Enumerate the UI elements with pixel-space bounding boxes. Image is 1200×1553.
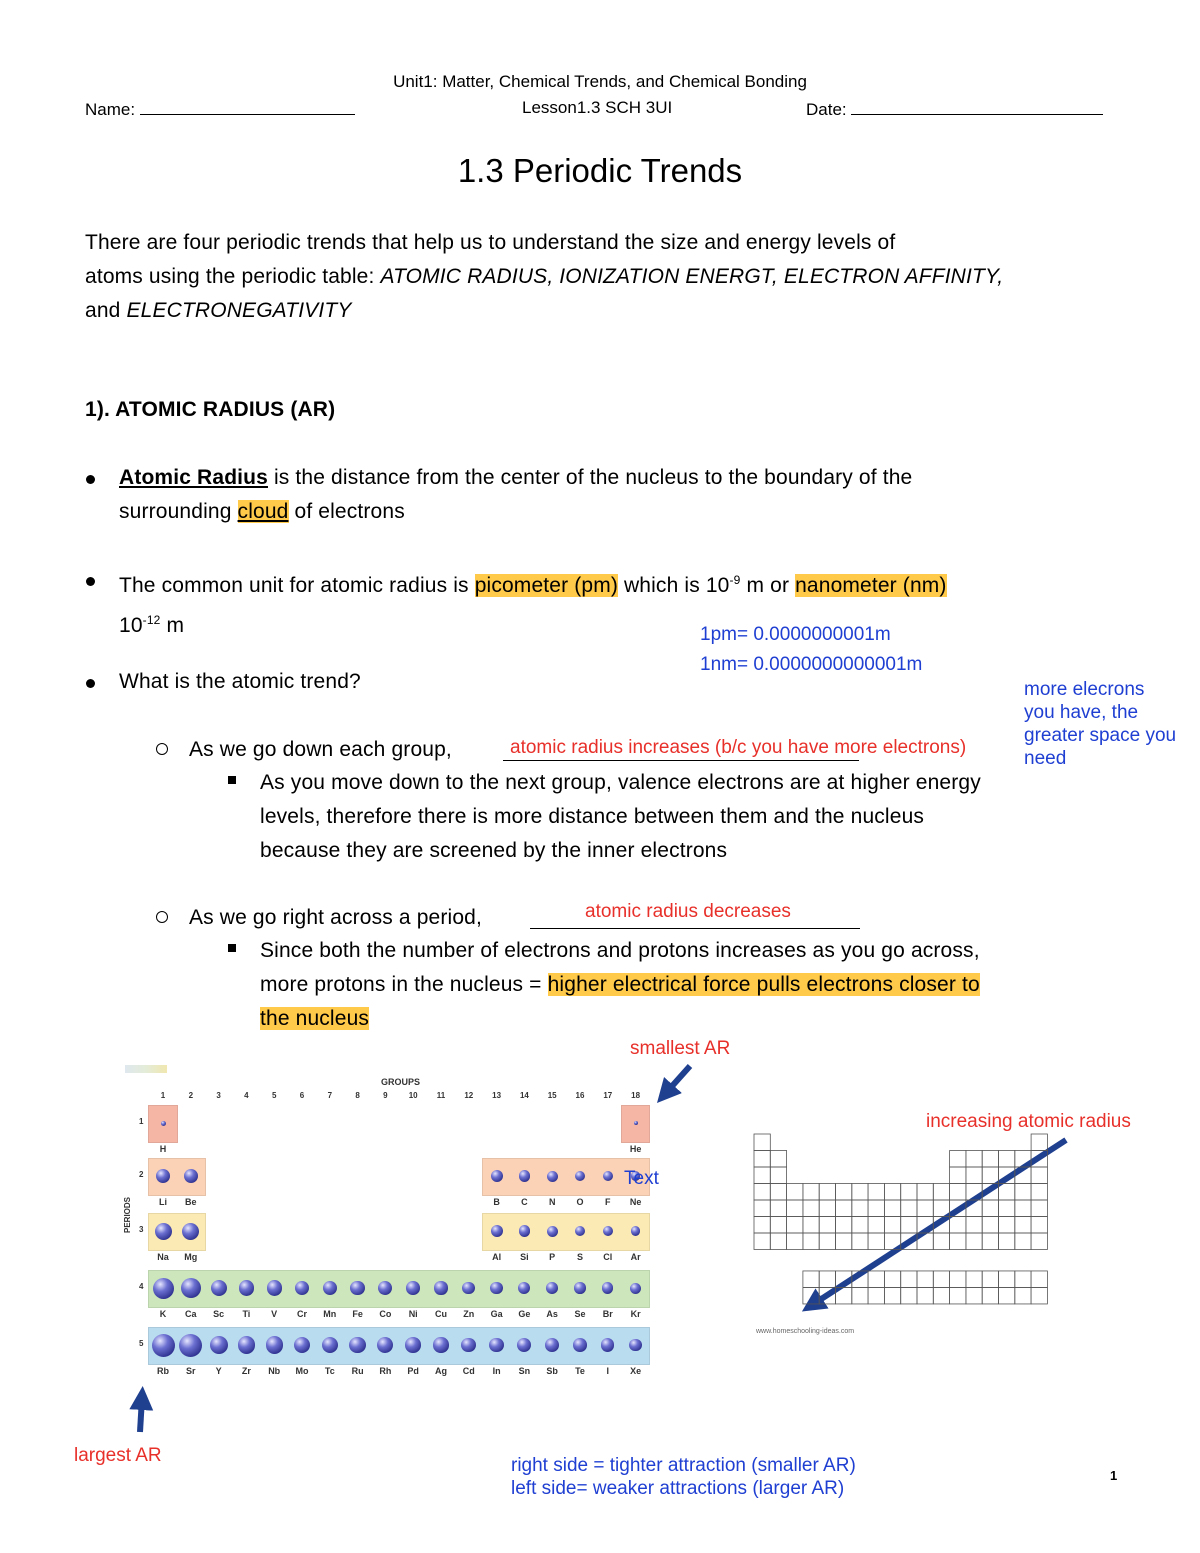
grid-cell — [852, 1233, 868, 1250]
grid-cell — [982, 1217, 998, 1234]
grid-cell — [999, 1200, 1015, 1217]
page-title: 1.3 Periodic Trends — [457, 152, 743, 189]
grid-cell — [950, 1167, 966, 1184]
grid-cell — [1031, 1184, 1047, 1201]
grid-cell — [982, 1233, 998, 1250]
bullet-trend-question: What is the atomic trend? — [119, 670, 361, 693]
element-symbol: Ag — [435, 1366, 447, 1376]
group-number: 12 — [464, 1091, 474, 1100]
grid-cell — [868, 1217, 884, 1234]
grid-cell — [950, 1287, 966, 1304]
section-heading: 1). ATOMIC RADIUS (AR) — [85, 398, 336, 421]
element-symbol: Sr — [186, 1366, 196, 1376]
grid-cell — [999, 1271, 1015, 1288]
grid-cell — [966, 1233, 982, 1250]
grid-cell — [819, 1184, 835, 1201]
element-symbol: Tc — [324, 1366, 335, 1376]
element-symbol: K — [159, 1309, 167, 1319]
element-symbol: H — [159, 1144, 167, 1154]
grid-cell — [868, 1287, 884, 1304]
grid-cell — [852, 1200, 868, 1217]
grid-cell — [966, 1151, 982, 1168]
grid-cell — [770, 1217, 786, 1234]
nanometer-highlight: nanometer (nm) — [795, 574, 947, 597]
group-number: 4 — [244, 1091, 249, 1100]
grid-cell — [754, 1151, 770, 1168]
grid-cell — [933, 1184, 949, 1201]
grid-cell — [884, 1200, 900, 1217]
grid-cell — [1031, 1233, 1047, 1250]
element-symbol: C — [521, 1197, 528, 1207]
grid-cell — [770, 1200, 786, 1217]
element-symbol: Cr — [296, 1309, 307, 1319]
element-symbol: Si — [520, 1252, 529, 1262]
element-symbol: Na — [157, 1252, 169, 1262]
grid-cell — [819, 1233, 835, 1250]
element-symbol: Sn — [518, 1366, 531, 1376]
grid-cell — [803, 1200, 819, 1217]
grid-cell — [868, 1271, 884, 1288]
grid-cell — [754, 1200, 770, 1217]
group-number: 3 — [216, 1091, 221, 1100]
name-label: Name: — [85, 100, 136, 119]
down-group-explanation: As you move down to the next group, valence electrons are at higher energy levels, therefore there is more distance between them and the nucleus because they are screened by the inner electrons — [260, 771, 981, 862]
element-symbol: Al — [492, 1252, 502, 1262]
grid-cell — [966, 1184, 982, 1201]
grid-cell — [803, 1233, 819, 1250]
bullet-definition: Atomic Radius is the distance from the center of the nucleus to the boundary of the surrounding cloud of electrons — [119, 466, 913, 523]
increasing-ar-label: increasing atomic radius — [926, 1111, 1131, 1132]
element-symbol: Br — [602, 1309, 613, 1319]
grid-credit: www.homeschooling-ideas.com — [756, 1328, 855, 1335]
text-box-label: Text — [624, 1168, 659, 1189]
period-number: 5 — [139, 1339, 144, 1348]
picometer-highlight: picometer (pm) — [474, 574, 618, 597]
grid-cell — [884, 1287, 900, 1304]
element-symbol: Co — [379, 1309, 392, 1319]
grid-cell — [770, 1184, 786, 1201]
element-symbol: Ga — [490, 1309, 503, 1319]
smallest-arrow — [665, 1066, 690, 1094]
grid-cell — [787, 1200, 803, 1217]
grid-cell — [754, 1167, 770, 1184]
across-period-explanation: Since both the number of electrons and protons increases as you go across, more protons in the nucleus = higher electrical force pulls electrons closer to the nucleus — [260, 939, 980, 1030]
grid-cell — [819, 1271, 835, 1288]
group-number: 17 — [603, 1091, 613, 1100]
element-symbol: F — [605, 1197, 611, 1207]
grid-cell — [868, 1184, 884, 1201]
grid-cell — [803, 1271, 819, 1288]
element-symbol: Zn — [463, 1309, 475, 1319]
element-symbol: Se — [574, 1309, 586, 1319]
period-number: 1 — [139, 1117, 144, 1126]
grid-cell — [868, 1200, 884, 1217]
fill-answer-down: atomic radius increases (b/c you have more electrons) — [510, 737, 967, 758]
grid-cell — [836, 1271, 852, 1288]
grid-cell — [852, 1271, 868, 1288]
element-symbol: Sb — [546, 1366, 558, 1376]
nucleus-highlight: the nucleus — [260, 1007, 370, 1030]
grid-cell — [836, 1233, 852, 1250]
grid-cell — [999, 1167, 1015, 1184]
grid-cell — [852, 1217, 868, 1234]
grid-cell — [1015, 1287, 1031, 1304]
group-number: 15 — [547, 1091, 557, 1100]
grid-cell — [836, 1217, 852, 1234]
element-symbol: Mo — [295, 1366, 309, 1376]
element-symbol: V — [271, 1309, 278, 1319]
grid-cell — [917, 1217, 933, 1234]
nm-conversion-note: 1nm= 0.0000000000001m — [700, 654, 923, 675]
element-symbol: Fe — [352, 1309, 363, 1319]
grid-cell — [803, 1184, 819, 1201]
grid-cell — [1015, 1200, 1031, 1217]
grid-cell — [982, 1167, 998, 1184]
group-number: 9 — [383, 1091, 388, 1100]
grid-cell — [770, 1167, 786, 1184]
element-symbol: Xe — [630, 1366, 642, 1376]
grid-cell — [901, 1200, 917, 1217]
intro-line-2: atoms using the periodic table: ATOMIC RADIUS, IONIZATION ENERGT, ELECTRON AFFINITY, — [85, 265, 1004, 288]
grid-cell — [819, 1200, 835, 1217]
grid-cell — [950, 1233, 966, 1250]
group-number: 2 — [188, 1091, 194, 1100]
element-symbol: S — [576, 1252, 583, 1262]
grid-cell — [1015, 1151, 1031, 1168]
element-symbol: Y — [215, 1366, 222, 1376]
grid-cell — [950, 1271, 966, 1288]
intro-line-3: and ELECTRONEGATIVITY — [85, 299, 352, 322]
grid-cell — [917, 1184, 933, 1201]
grid-cell — [884, 1233, 900, 1250]
period-number: 3 — [139, 1225, 144, 1234]
element-symbol: As — [546, 1309, 558, 1319]
grid-cell — [754, 1134, 770, 1151]
grid-cell — [917, 1200, 933, 1217]
grid-cell — [836, 1200, 852, 1217]
date-label: Date: — [806, 100, 847, 119]
grid-cell — [966, 1271, 982, 1288]
grid-cell — [982, 1271, 998, 1288]
grid-cell — [1031, 1167, 1047, 1184]
grid-cell — [787, 1217, 803, 1234]
element-symbol: Pd — [407, 1366, 419, 1376]
grid-cell — [868, 1233, 884, 1250]
grid-cell — [982, 1184, 998, 1201]
grid-cell — [1031, 1134, 1047, 1151]
grid-cell — [836, 1184, 852, 1201]
grid-cell — [754, 1184, 770, 1201]
intro-line-1: There are four periodic trends that help us to understand the size and energy levels of — [85, 231, 896, 254]
grid-cell — [754, 1217, 770, 1234]
group-number: 10 — [408, 1091, 418, 1100]
grid-cell — [999, 1233, 1015, 1250]
grid-cell — [884, 1271, 900, 1288]
grid-cell — [999, 1217, 1015, 1234]
grid-cell — [787, 1233, 803, 1250]
element-symbol: Nb — [268, 1366, 281, 1376]
grid-cell — [819, 1287, 835, 1304]
grid-cell — [1031, 1271, 1047, 1288]
down-group-prompt: As we go down each group, — [189, 738, 452, 761]
page-number: 1 — [1110, 1468, 1118, 1483]
grid-cell — [1015, 1233, 1031, 1250]
grid-cell — [950, 1217, 966, 1234]
across-period-prompt: As we go right across a period, — [189, 906, 482, 929]
lesson-code: Lesson1.3 SCH 3UI — [522, 98, 673, 117]
group-number: 1 — [160, 1091, 166, 1100]
grid-cell — [1015, 1167, 1031, 1184]
grid-cell — [754, 1233, 770, 1250]
element-symbol: Rh — [379, 1366, 392, 1376]
group-number: 13 — [492, 1091, 502, 1100]
grid-cell — [999, 1184, 1015, 1201]
atomic-radius-term: Atomic Radius — [119, 466, 268, 489]
element-symbol: Kr — [630, 1309, 641, 1319]
grid-cell — [1031, 1217, 1047, 1234]
element-symbol: Sc — [213, 1309, 225, 1319]
period-number: 4 — [139, 1282, 144, 1291]
element-symbol: Cd — [462, 1366, 475, 1376]
element-symbol: I — [606, 1366, 610, 1376]
grid-cell — [982, 1287, 998, 1304]
element-symbol: Li — [159, 1197, 167, 1207]
element-symbol: Cl — [603, 1252, 613, 1262]
grid-cell — [933, 1287, 949, 1304]
element-symbol: Mg — [184, 1252, 198, 1262]
smallest-ar-label: smallest AR — [630, 1038, 731, 1059]
side-attraction-notes: right side = tighter attraction (smaller AR) left side= weaker attractions (larger AR) — [511, 1455, 856, 1499]
force-highlight: higher electrical force pulls electrons closer to — [547, 973, 980, 996]
grid-cell — [901, 1287, 917, 1304]
grid-cell — [803, 1217, 819, 1234]
grid-cell — [966, 1287, 982, 1304]
element-symbol: Ar — [630, 1252, 641, 1262]
group-number: 8 — [355, 1091, 360, 1100]
grid-cell — [884, 1217, 900, 1234]
fill-answer-across: atomic radius decreases — [585, 901, 791, 922]
grid-cell — [950, 1184, 966, 1201]
grid-cell — [901, 1184, 917, 1201]
element-symbol: Rb — [157, 1366, 169, 1376]
largest-ar-label: largest AR — [74, 1445, 162, 1466]
grid-cell — [1015, 1217, 1031, 1234]
element-symbol: Te — [575, 1366, 585, 1376]
periods-label: PERIODS — [123, 1196, 132, 1233]
grid-cell — [950, 1151, 966, 1168]
grid-cell — [982, 1200, 998, 1217]
element-symbol: Ni — [408, 1309, 418, 1319]
grid-cell — [852, 1184, 868, 1201]
pm-conversion-note: 1pm= 0.0000000001m — [700, 624, 891, 645]
element-symbol: Ge — [518, 1309, 531, 1319]
grid-cell — [901, 1271, 917, 1288]
group-number: 16 — [575, 1091, 585, 1100]
grid-cell — [852, 1287, 868, 1304]
grid-cell — [901, 1217, 917, 1234]
grid-cell — [933, 1200, 949, 1217]
element-symbol: He — [629, 1144, 642, 1154]
blank-periodic-grid — [752, 1132, 1072, 1342]
element-symbol: Cu — [435, 1309, 447, 1319]
grid-cell — [917, 1287, 933, 1304]
grid-cell — [787, 1184, 803, 1201]
period-number: 2 — [139, 1170, 144, 1179]
element-symbol: Be — [185, 1197, 197, 1207]
cloud-highlight: cloud — [237, 500, 289, 523]
grid-cell — [933, 1217, 949, 1234]
largest-arrow — [140, 1398, 142, 1432]
element-symbol: In — [492, 1366, 501, 1376]
more-electrons-note: more elecrons you have, the greater space you need — [1024, 679, 1177, 769]
grid-cell — [999, 1287, 1015, 1304]
element-symbol: Zr — [241, 1366, 251, 1376]
grid-cell — [901, 1233, 917, 1250]
group-number: 14 — [519, 1091, 529, 1100]
grid-cell — [966, 1200, 982, 1217]
element-symbol: B — [493, 1197, 500, 1207]
grid-cell — [770, 1233, 786, 1250]
group-number: 6 — [299, 1091, 305, 1100]
grid-cell — [819, 1217, 835, 1234]
grid-cell — [950, 1200, 966, 1217]
grid-cell — [770, 1151, 786, 1168]
element-symbol: Ca — [185, 1309, 197, 1319]
grid-cell — [1031, 1200, 1047, 1217]
grid-cell — [966, 1217, 982, 1234]
element-symbol: Mn — [323, 1309, 337, 1319]
element-symbol: N — [548, 1197, 556, 1207]
element-symbol: Ru — [351, 1366, 364, 1376]
grid-cell — [933, 1233, 949, 1250]
grid-cell — [1031, 1151, 1047, 1168]
groups-label: GROUPS — [381, 1077, 421, 1087]
group-number: 7 — [327, 1091, 333, 1100]
unit-header: Unit1: Matter, Chemical Trends, and Chemical Bonding — [393, 72, 807, 91]
grid-cell — [933, 1271, 949, 1288]
grid-cell — [884, 1184, 900, 1201]
element-symbol: P — [549, 1252, 556, 1262]
grid-cell — [1031, 1287, 1047, 1304]
group-number: 5 — [271, 1091, 277, 1100]
group-number: 11 — [436, 1091, 446, 1100]
grid-cell — [966, 1167, 982, 1184]
element-symbol: Ti — [242, 1309, 251, 1319]
grid-cell — [836, 1287, 852, 1304]
grid-cell — [917, 1233, 933, 1250]
group-number: 18 — [631, 1091, 641, 1100]
element-symbol: Ne — [629, 1197, 642, 1207]
grid-cell — [999, 1151, 1015, 1168]
grid-cell — [982, 1151, 998, 1168]
bullet-units: The common unit for atomic radius is picometer (pm) which is $10^{-9}$ m or nanometer (nm) $10^{-12}$ m — [119, 573, 947, 637]
grid-cell — [1015, 1271, 1031, 1288]
grid-cell — [917, 1271, 933, 1288]
grid-cell — [803, 1287, 819, 1304]
element-symbol: O — [576, 1197, 584, 1207]
grid-cell — [1015, 1184, 1031, 1201]
